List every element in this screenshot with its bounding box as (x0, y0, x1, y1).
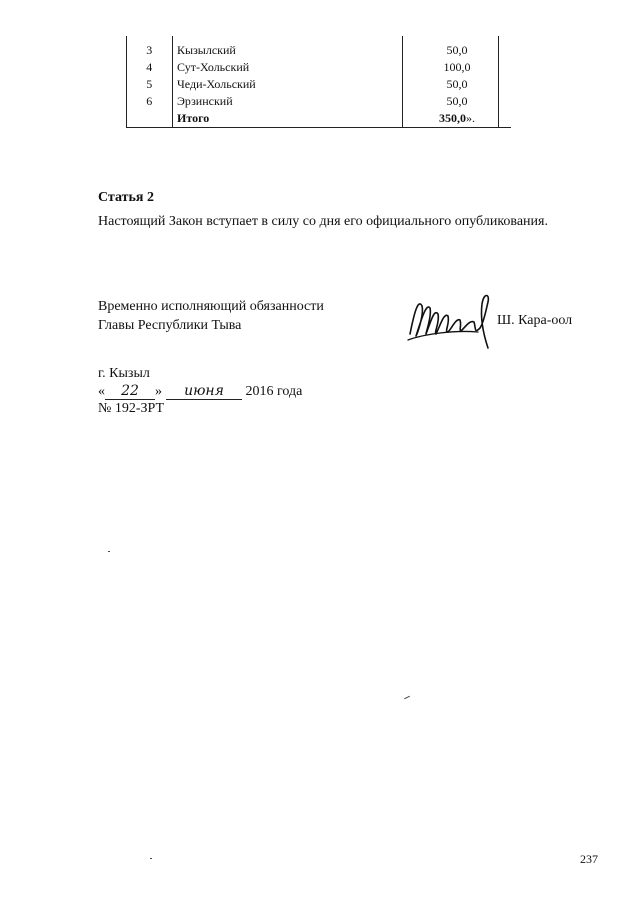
total-closing: ». (466, 111, 475, 125)
signing-date (98, 383, 302, 400)
table-row (127, 59, 512, 76)
date-day: 22 (105, 383, 155, 400)
row-number: 5 (127, 76, 173, 93)
total-label: Итого (173, 110, 403, 128)
table-row (127, 36, 512, 59)
amount-value: 100,0 (443, 60, 471, 74)
table-total-row (127, 110, 512, 128)
signatory-title-line1: Временно исполняющий обязанности (98, 299, 324, 314)
table-left-border (126, 36, 127, 128)
table-row (127, 76, 512, 93)
total-value-cell (403, 110, 512, 128)
article-heading: Статья 2 (98, 190, 154, 205)
signatory-title-line2: Главы Республики Тыва (98, 318, 242, 333)
table-right-border (498, 36, 499, 128)
amount-value: 50,0 (446, 43, 468, 57)
allocation-table (126, 36, 511, 128)
signatory-title (98, 297, 324, 335)
handwritten-signature (404, 284, 496, 354)
amount-value: 50,0 (446, 77, 468, 91)
district-name: Кызылский (173, 36, 403, 59)
total-value: 350,0 (439, 111, 466, 125)
article-text: Настоящий Закон вступает в силу со дня его официального опубликования. (98, 214, 548, 229)
page-number: 237 (580, 852, 598, 866)
district-name: Чеди-Хольский (173, 76, 403, 93)
row-number: 6 (127, 93, 173, 110)
date-month: июня (166, 383, 242, 400)
row-number: 3 (127, 36, 173, 59)
scan-speck (150, 858, 152, 859)
table-body (127, 36, 512, 128)
district-name: Эрзинский (173, 93, 403, 110)
scan-speck (108, 551, 110, 552)
row-number: 4 (127, 59, 173, 76)
signatory-name: Ш. Кара-оол (497, 313, 573, 328)
scan-speck (404, 696, 410, 699)
date-close-quote: » (155, 384, 162, 399)
table-row (127, 93, 512, 110)
law-number: № 192-ЗРТ (98, 401, 165, 416)
district-name: Сут-Хольский (173, 59, 403, 76)
amount-value: 50,0 (446, 94, 468, 108)
date-open-quote: « (98, 384, 105, 399)
total-number-cell (127, 110, 173, 128)
place-of-signing: г. Кызыл (98, 366, 150, 381)
date-year: 2016 года (245, 384, 303, 399)
